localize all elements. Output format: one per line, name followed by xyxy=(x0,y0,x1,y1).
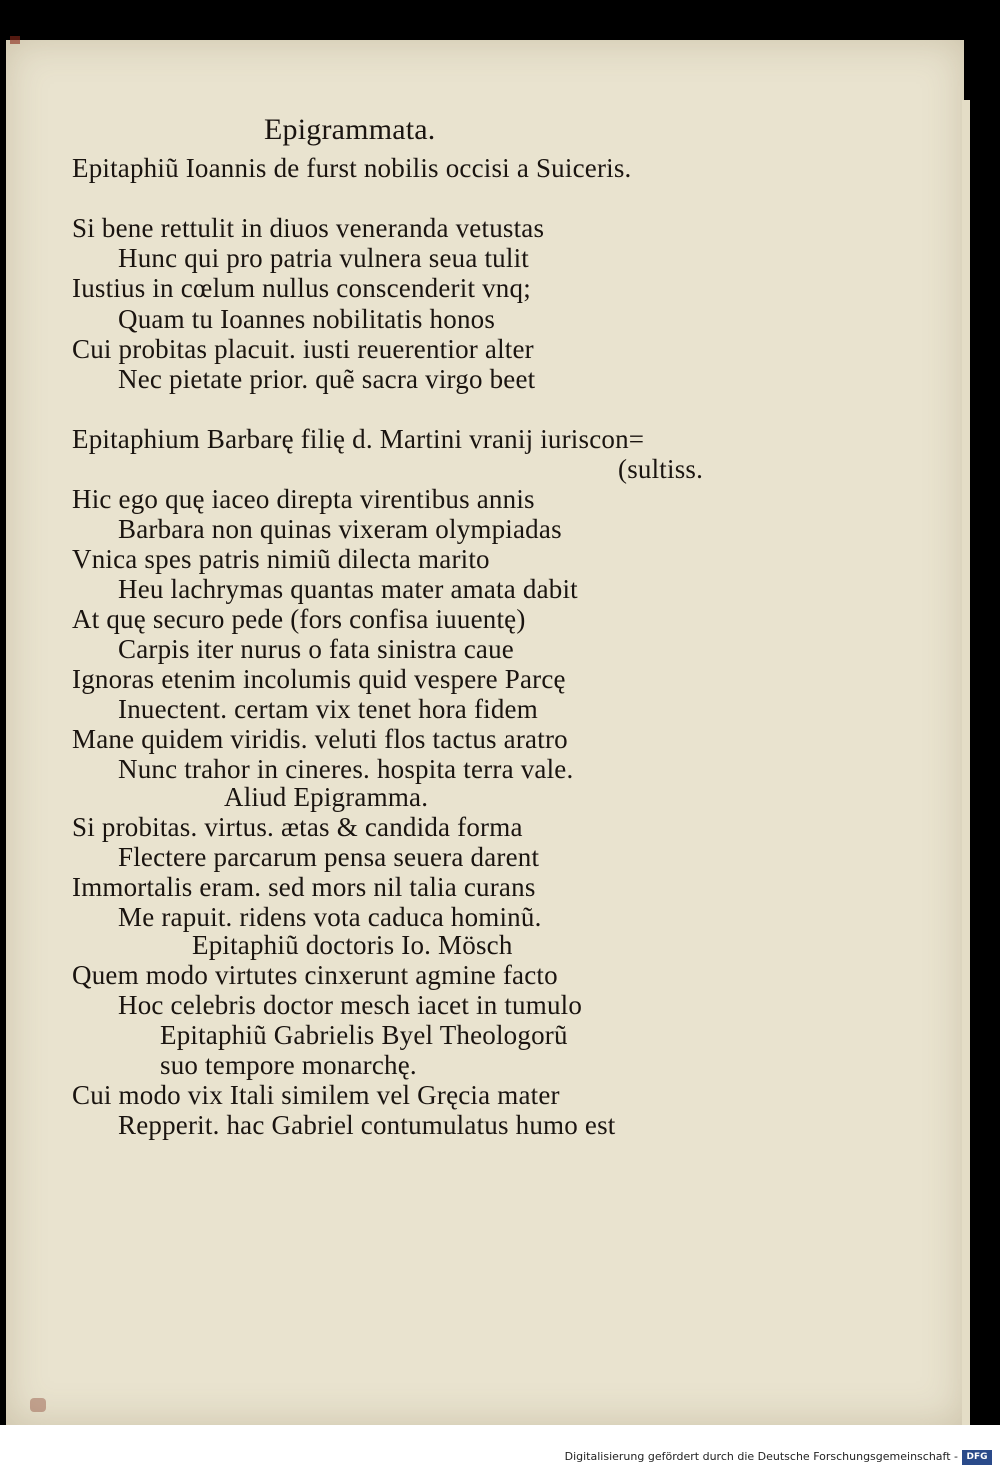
page-title: Epigrammata. xyxy=(264,113,436,146)
epitaph-heading: Epitaphiũ doctoris Io. Mösch xyxy=(192,930,513,960)
verse-line: Si probitas. virtus. ætas & candida forma xyxy=(72,812,523,842)
verse-line: Hunc qui pro patria vulnera seua tulit xyxy=(118,243,529,273)
verse-line: Me rapuit. ridens vota caduca hominũ. xyxy=(118,902,542,932)
footer-bar xyxy=(0,1425,1000,1473)
epigram-heading: Aliud Epigramma. xyxy=(224,782,429,812)
epitaph-heading-continuation: (sultiss. xyxy=(618,454,704,484)
book-page xyxy=(6,40,964,1425)
verse-line: At quę securo pede (fors confisa iuuentę) xyxy=(72,604,526,634)
verse-line: Ignoras etenim incolumis quid vespere Parcę xyxy=(72,664,566,694)
footer-credit: Digitalisierung gefördert durch die Deutsche Forschungsgemeinschaft - xyxy=(564,1450,958,1463)
verse-line: Immortalis eram. sed mors nil talia curans xyxy=(72,872,536,902)
epitaph-heading: Epitaphium Barbarę filię d. Martini vranij iuriscon= xyxy=(72,424,645,454)
epitaph-heading-continuation: suo tempore monarchę. xyxy=(160,1050,417,1080)
verse-line: Iustius in cœlum nullus conscenderit vnq; xyxy=(72,273,531,303)
verse-line: Cui modo vix Itali similem vel Gręcia mater xyxy=(72,1080,560,1110)
verse-line: Repperit. hac Gabriel contumulatus humo est xyxy=(118,1110,616,1140)
verse-line: Nunc trahor in cineres. hospita terra vale. xyxy=(118,754,574,784)
verse-line: Quem modo virtutes cinxerunt agmine facto xyxy=(72,960,558,990)
verse-line: Si bene rettulit in diuos veneranda vetustas xyxy=(72,213,545,243)
verse-line: Quam tu Ioannes nobilitatis honos xyxy=(118,304,496,334)
verse-line: Hoc celebris doctor mesch iacet in tumulo xyxy=(118,990,583,1020)
verse-line: Hic ego quę iaceo direpta virentibus annis xyxy=(72,484,535,514)
verse-line: Vnica spes patris nimiũ dilecta marito xyxy=(72,544,490,574)
bottom-stain-mark xyxy=(30,1398,46,1412)
verse-line: Heu lachrymas quantas mater amata dabit xyxy=(118,574,578,604)
verse-line: Nec pietate prior. quẽ sacra virgo beet xyxy=(118,364,536,394)
verse-line: Inuectent. certam vix tenet hora fidem xyxy=(118,694,538,724)
corner-stain-mark xyxy=(10,36,20,44)
verse-line: Mane quidem viridis. veluti flos tactus aratro xyxy=(72,724,568,754)
verse-line: Barbara non quinas vixeram olympiadas xyxy=(118,514,562,544)
epitaph-heading: Epitaphiũ Gabrielis Byel Theologorũ xyxy=(160,1020,568,1050)
dfg-logo-icon: DFG xyxy=(962,1450,992,1465)
verse-line: Flectere parcarum pensa seuera darent xyxy=(118,842,540,872)
epitaph-heading: Epitaphiũ Ioannis de furst nobilis occisi a Suiceris. xyxy=(72,153,632,183)
page-text xyxy=(6,40,964,1425)
verse-line: Cui probitas placuit. iusti reuerentior alter xyxy=(72,334,534,364)
verse-line: Carpis iter nurus o fata sinistra caue xyxy=(118,634,514,664)
